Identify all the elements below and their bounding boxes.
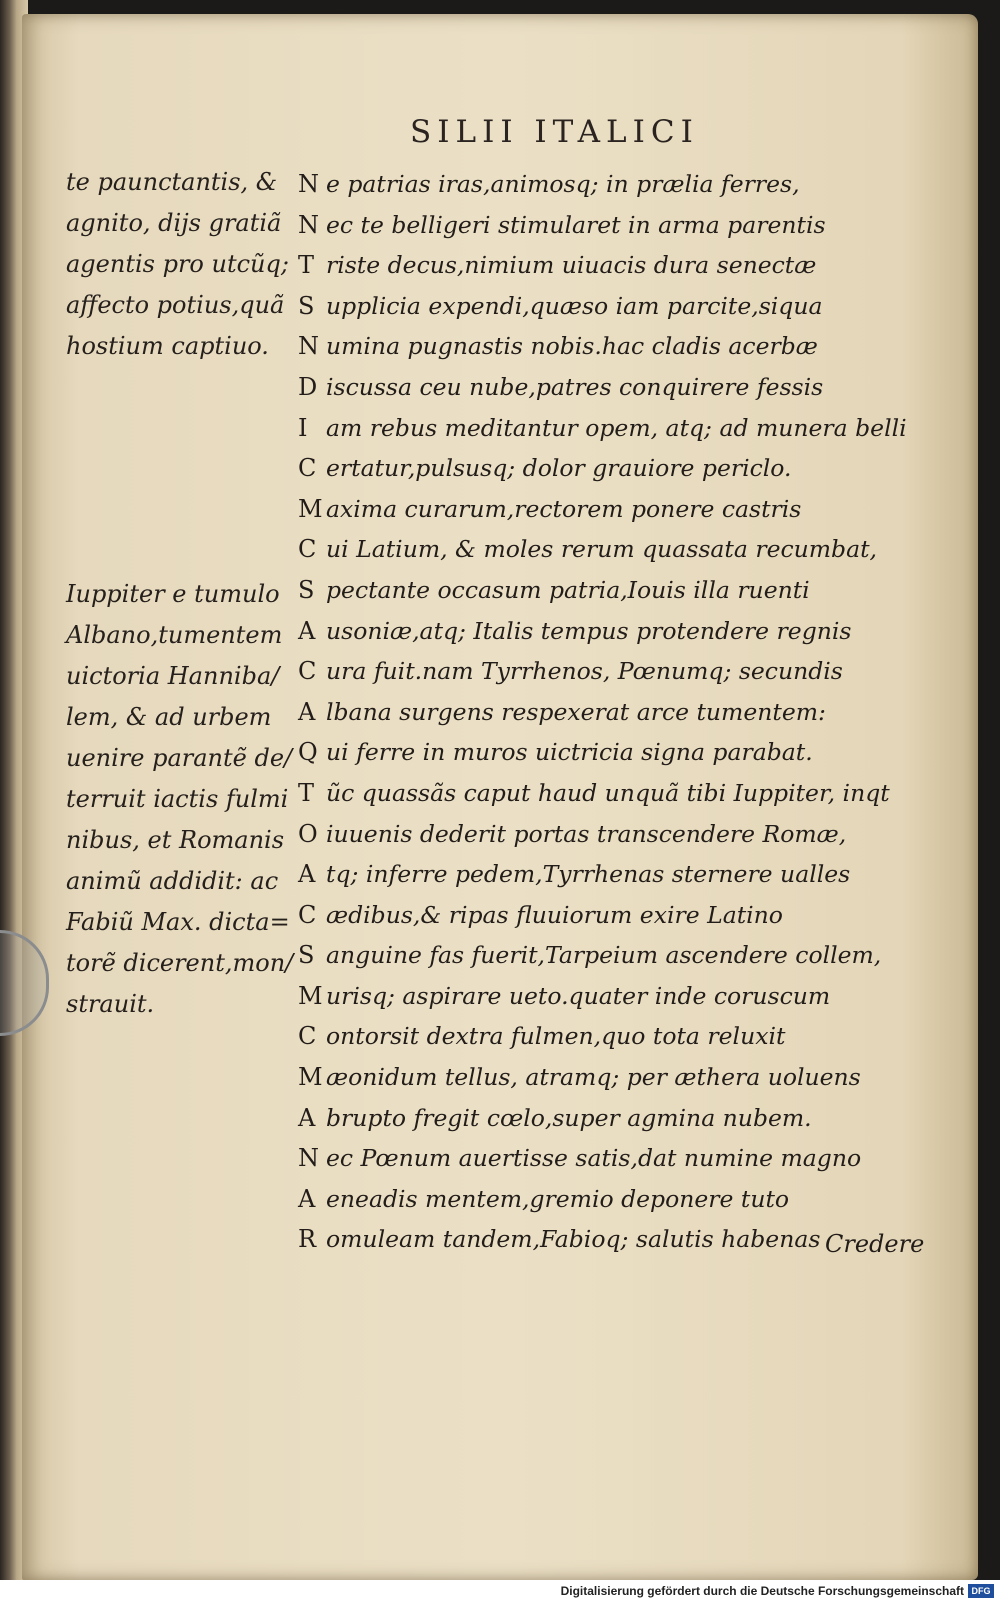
margin-note-line: strauit. xyxy=(66,990,155,1018)
verse-text: pectante occasum patria,Iouis illa ruenti xyxy=(326,575,810,604)
verse-line xyxy=(298,1057,938,1098)
verse-text: usoniæ,atq; Italis tempus protendere regnis xyxy=(326,616,852,645)
margin-note-line: lem, & ad urbem xyxy=(66,703,272,731)
margin-note-line: hostium captiuo. xyxy=(66,332,269,360)
verse-initial: I xyxy=(298,413,308,442)
verse-line xyxy=(298,773,938,814)
verse-initial: C xyxy=(298,454,317,483)
verse-initial: D xyxy=(298,372,318,401)
margin-note-line: te paunctantis, & xyxy=(66,168,278,196)
margin-note-line: uictoria Hanniba/ xyxy=(66,662,280,690)
verse-text: upplicia expendi,quæso iam parcite,siqua xyxy=(326,291,823,320)
verse-initial: N xyxy=(298,1144,319,1173)
verse-line xyxy=(298,1179,938,1220)
verse-line xyxy=(298,286,938,327)
verse-initial: S xyxy=(298,291,315,320)
verse-text: axima curarum,rectorem ponere castris xyxy=(326,494,802,523)
verse-text: e patrias iras,animosq; in prælia ferres, xyxy=(326,170,800,198)
verse-text: omuleam tandem,Fabioq; salutis habenas xyxy=(326,1225,821,1254)
margin-note-line: Fabiũ Max. dicta= xyxy=(66,908,290,936)
margin-note-line: uenire parantẽ de/ xyxy=(66,744,293,772)
verse-line xyxy=(298,732,938,773)
verse-line xyxy=(298,692,938,733)
verse-initial: A xyxy=(298,616,316,645)
verse-line xyxy=(298,245,938,286)
verse-initial: N xyxy=(298,210,319,239)
verse-line xyxy=(298,408,938,449)
verse-text: ædibus,& ripas fluuiorum exire Latino xyxy=(326,900,783,929)
verse-text: ec te belligeri stimularet in arma parentis xyxy=(326,210,826,239)
verse-initial: T xyxy=(298,778,315,807)
verse-initial: A xyxy=(298,697,316,726)
verse-text: umina pugnastis nobis.hac cladis acerbæ xyxy=(326,332,818,361)
verse-text: eneadis mentem,gremio deponere tuto xyxy=(326,1184,790,1213)
verse-text: ũc quassãs caput haud unquã tibi Iuppiter, inqt xyxy=(326,778,890,807)
verse-text: ui Latium, & moles rerum quassata recumbat, xyxy=(326,535,878,564)
verse-text: ura fuit.nam Tyrrhenos, Pœnumq; secundis xyxy=(326,657,843,686)
verse-initial: M xyxy=(298,1063,323,1092)
catchword: Credere xyxy=(825,1230,925,1258)
running-head: SILII ITALICI xyxy=(410,114,699,150)
verse-text: ec Pœnum auertisse satis,dat numine magno xyxy=(326,1144,862,1173)
footer-credit: Digitalisierung gefördert durch die Deutsche Forschungsgemeinschaft xyxy=(560,1584,964,1598)
verse-line xyxy=(298,205,938,246)
verse-initial: A xyxy=(298,1103,316,1132)
verse-line xyxy=(298,976,938,1017)
verse-initial: N xyxy=(298,170,319,198)
verse-initial: M xyxy=(298,981,323,1010)
verse-initial: S xyxy=(298,575,315,604)
margin-note-line: torẽ dicerent,mon/ xyxy=(66,949,294,977)
verse-line xyxy=(298,611,938,652)
verse-line xyxy=(298,367,938,408)
verse-line xyxy=(298,1098,938,1139)
margin-note-line: terruit iactis fulmi xyxy=(66,785,289,813)
verse-text: anguine fas fuerit,Tarpeium ascendere collem, xyxy=(326,941,882,970)
verse-line xyxy=(298,164,938,205)
verse-text: iscussa ceu nube,patres conquirere fessis xyxy=(326,372,824,401)
verse-initial: A xyxy=(298,1184,316,1213)
verse-initial: S xyxy=(298,941,315,970)
verse-text: riste decus,nimium uiuacis dura senectæ xyxy=(326,251,817,280)
verse-initial: A xyxy=(298,860,316,889)
verse-line xyxy=(298,814,938,855)
verse-line xyxy=(298,1138,938,1179)
margin-note-first xyxy=(66,162,306,367)
verse-text: am rebus meditantur opem, atq; ad munera belli xyxy=(326,413,907,442)
verse-text: lbana surgens respexerat arce tumentem: xyxy=(326,697,826,726)
verse-line xyxy=(298,895,938,936)
verse-line xyxy=(298,1016,938,1057)
verse-initial: C xyxy=(298,657,317,686)
verse-initial: Q xyxy=(298,738,318,767)
verse-text: ui ferre in muros uictricia signa parabat. xyxy=(326,738,813,767)
verse-initial: C xyxy=(298,900,317,929)
margin-note-line: agentis pro utcũq; xyxy=(66,250,289,278)
verse-initial: N xyxy=(298,332,319,361)
verse-text: iuuenis dederit portas transcendere Romæ, xyxy=(326,819,847,848)
dfg-logo: DFG xyxy=(968,1584,994,1598)
verse-initial: R xyxy=(298,1225,317,1254)
verse-block xyxy=(298,164,938,1260)
margin-note-second xyxy=(66,574,306,1025)
verse-line xyxy=(298,570,938,611)
verse-text: æonidum tellus, atramq; per æthera uoluens xyxy=(326,1063,861,1092)
verse-line xyxy=(298,326,938,367)
margin-note-line: animũ addidit: ac xyxy=(66,867,279,895)
margin-note-line: nibus, et Romanis xyxy=(66,826,285,854)
verse-initial: C xyxy=(298,1022,317,1051)
verse-line xyxy=(298,935,938,976)
verse-text: ontorsit dextra fulmen,quo tota reluxit xyxy=(326,1022,786,1051)
verse-line xyxy=(298,489,938,530)
margin-note-line: Albano,tumentem xyxy=(66,621,283,649)
verse-initial: C xyxy=(298,535,317,564)
verse-line xyxy=(298,448,938,489)
verse-text: tq; inferre pedem,Tyrrhenas sternere ualles xyxy=(326,860,851,889)
verse-line xyxy=(298,529,938,570)
margin-note-line: agnito, dijs gratiã xyxy=(66,209,282,237)
verse-text: urisq; aspirare ueto.quater inde coruscum xyxy=(326,981,831,1010)
verse-line xyxy=(298,854,938,895)
verse-text: ertatur,pulsusq; dolor grauiore periclo. xyxy=(326,454,792,483)
verse-initial: O xyxy=(298,819,318,848)
verse-initial: M xyxy=(298,494,323,523)
verse-line xyxy=(298,651,938,692)
margin-note-line: affecto potius,quã xyxy=(66,291,285,319)
margin-note-line: Iuppiter e tumulo xyxy=(66,580,280,608)
verse-text: brupto fregit cœlo,super agmina nubem. xyxy=(326,1103,812,1132)
verse-initial: T xyxy=(298,251,315,280)
